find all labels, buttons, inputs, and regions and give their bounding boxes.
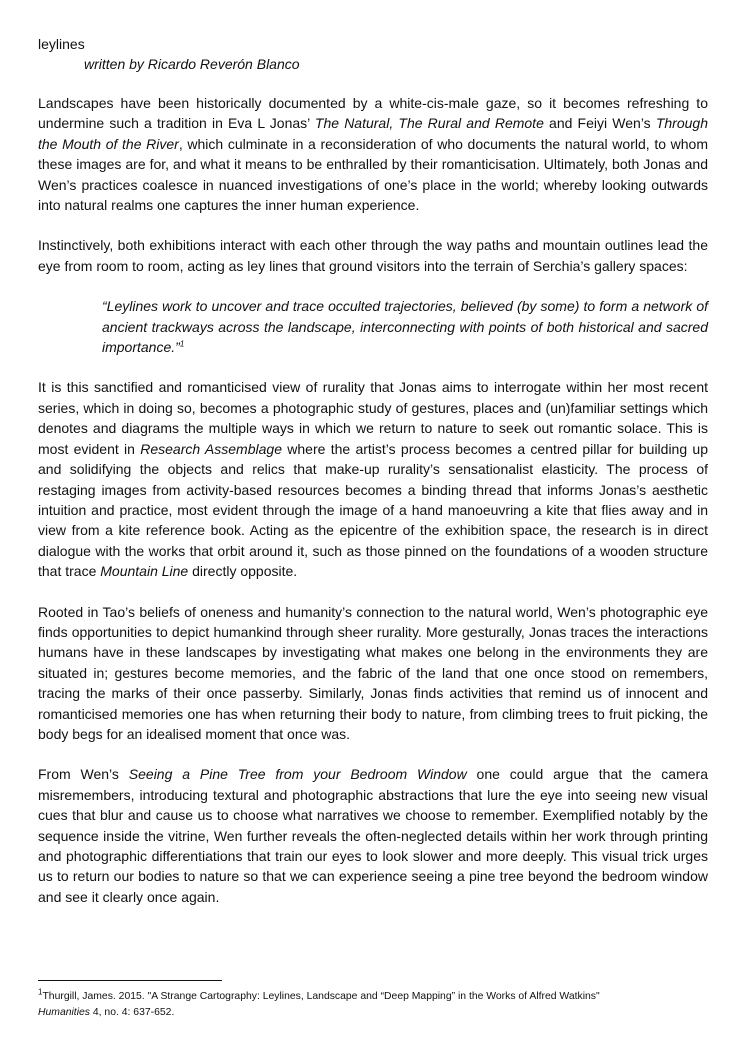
paragraph-2: Instinctively, both exhibitions interact with each other through the way paths and mountain outlines lead the eye from room to room, acting as ley lines that ground visitors into the terrain of Serchia’s gallery spaces: (38, 237, 708, 274)
work-title: Through the Mouth of the River (38, 115, 708, 152)
footnote-marker: 1 (38, 987, 43, 997)
footnote-divider (38, 980, 222, 981)
paragraph-3: It is this sanctified and romanticised view of rurality that Jonas aims to interrogate within her most recent series, which in doing so, becomes a photographic study of gestures, places and (un)familiar settings which denotes and diagrams the multiple ways in which we return to nature to seek out romantic solace. This is most evident in Research Assemblage where the artist’s process becomes a centred pillar for building up and solidifying the objects and relics that make-up rurality’s sensationalist elasticity. The process of restaging images from activity-based resources becomes a binding thread that informs Jonas’s aesthetic intuition and practice, most evident through the image of a hand manoeuvring a kite that flies away and in view from a kite reference book. Acting as the epicentre of the exhibition space, the research is in direct dialogue with the works that orbit around it, such as those pinned on the foundations of a wooden structure that trace Mountain Line directly opposite. (38, 379, 708, 580)
document-title: leylines (38, 36, 85, 52)
footnote (38, 989, 718, 1020)
footnote-citation: Thurgill, James. 2015. "A Strange Cartography: Leylines, Landscape and “Deep Mapping” in the Works of Alfred Watkins" (42, 991, 600, 1002)
work-title: The Natural, The Rural and Remote (314, 115, 544, 132)
paragraph-5: From Wen’s Seeing a Pine Tree from your Bedroom Window one could argue that the camera misremembers, introducing textural and photographic abstractions that lure the eye into seeing new visual cues that blur and cause us to choose what narratives we choose to remember. Exemplified notably by the sequence inside the vitrine, Wen further reveals the often-neglected details within her work through printing and photographic differentiations that train our eyes to look slower and more deeply. This visual trick urges us to return our bodies to nature so that we can experience seeing a pine tree beyond the bedroom window and see it clearly once again. (38, 766, 708, 905)
work-title: Mountain Line (100, 563, 189, 580)
paragraph-1: Landscapes have been historically documented by a white-cis-male gaze, so it becomes refreshing to undermine such a tradition in Eva L Jonas’ The Natural, The Rural and Remote and Feiyi Wen’s Through the Mouth of the River, which culminate in a reconsideration of who documents the natural world, to whom these images are for, and what it means to be enthralled by their romanticisation. Ultimately, both Jonas and Wen’s practices coalesce in nuanced investigations of one’s place in the world; whereby looking outwards into natural realms one captures the inner human experience. (38, 95, 709, 214)
work-title: Seeing a Pine Tree from your Bedroom Window (128, 766, 467, 783)
block-quote: “Leylines work to uncover and trace occulted trajectories, believed (by some) to form a network of ancient trackways across the landscape, interconnecting with points of both historical and sacred importance.”$^1$ (102, 298, 708, 356)
document-body (38, 34, 708, 907)
footnote-journal: Humanities (38, 1006, 90, 1018)
author-line: written by Ricardo Reverón Blanco (84, 56, 300, 72)
footnote-reference[interactable]: 1 (179, 339, 185, 349)
paragraph-4: Rooted in Tao’s beliefs of oneness and humanity’s connection to the natural world, Wen’s photographic eye finds opportunities to depict humankind through sheer rurality. More gesturally, Jonas traces the interactions humans have in these landscapes by investigating what makes one belong in the environments they are situated in; gestures become memories, and the fabric of the land that one once stood on remembers, tracing the marks of their once passerby. Similarly, Jonas finds activities that remind us of innocent and romanticised memories one has when returning their body to nature, from climbing trees to fruit picking, the body begs for an idealised moment that once was. (38, 603, 708, 742)
work-title: Research Assemblage (140, 440, 282, 457)
footnote-details: 4, no. 4: 637-652. (89, 1006, 175, 1018)
